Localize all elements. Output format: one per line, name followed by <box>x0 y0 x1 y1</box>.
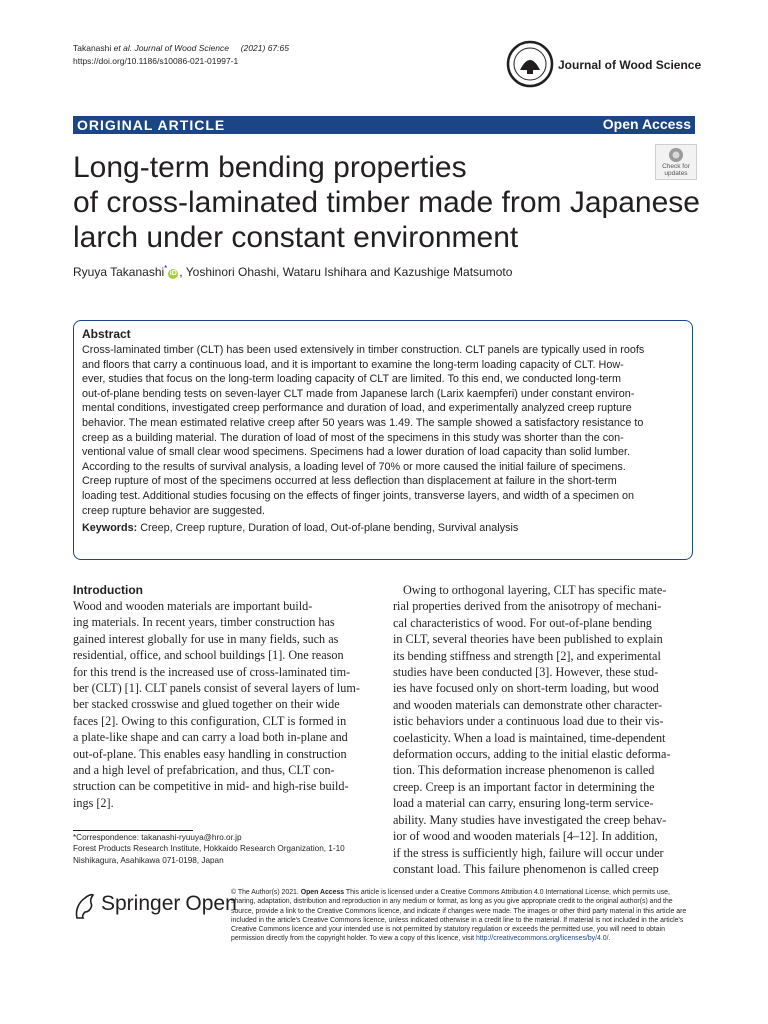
other-authors: , Yoshinori Ohashi, Wataru Ishihara and Kazushige Matsumoto <box>179 265 513 279</box>
body-line: studies have been conducted [3]. However, these stud- <box>393 665 659 680</box>
body-line: its bending stiffness and strength [2], and experimental <box>393 648 661 663</box>
open-access-label: Open Access <box>602 116 691 132</box>
citation-year: (2021) 67:65 <box>240 43 289 53</box>
body-line: ber (CLT) [1]. CLT panels consist of several layers of lum- <box>73 681 360 696</box>
abstract-line: ventional value of small clear wood specimens. Specimens had a lower duration of load capacity than solid lumber. <box>82 446 630 459</box>
springer-horse-icon <box>73 892 97 920</box>
body-line: constant load. This failure phenomenon is called creep <box>393 861 659 876</box>
correspondence-footnote <box>73 832 375 866</box>
license-text <box>231 888 696 944</box>
body-line: creep. Creep is an important factor in determining the <box>393 779 655 794</box>
body-line: residential, office, and school buildings [1]. One reason <box>73 648 344 663</box>
body-line: in CLT, several theories have been published to explain <box>393 632 663 647</box>
abstract-line: behavior. The mean estimated relative creep after 50 years was 1.49. The sample showed a satisfactory resistance to <box>82 416 644 429</box>
body-line: ing materials. In recent years, timber construction has <box>73 615 335 630</box>
title-line-1: Long-term bending properties <box>73 151 467 184</box>
abstract-line: mental conditions, investigated creep performance and duration of load, and experimentally analyzed creep rupture <box>82 402 632 415</box>
springer-open-logo <box>73 890 237 922</box>
abstract-line: creep rupture behavior are suggested. <box>82 504 266 517</box>
intro-right-column <box>393 582 695 877</box>
check-updates-line2: updates <box>664 170 688 177</box>
affiliation-line: Forest Products Research Institute, Hokkaido Research Organization, 1-10 <box>73 844 345 854</box>
license-link[interactable]: http://creativecommons.org/licenses/by/4.0/ <box>475 935 609 943</box>
abstract-box <box>73 320 693 560</box>
doi-link[interactable]: https://doi.org/10.1186/s10086-021-01997-1 <box>73 56 239 66</box>
body-line: istic behaviors under a continuous load due to their vis- <box>393 714 664 729</box>
orcid-icon[interactable]: iD <box>169 270 177 277</box>
keywords-line <box>82 522 684 534</box>
journal-name: Journal of Wood Science <box>558 58 702 72</box>
abstract-text <box>82 343 684 518</box>
license-suffix: . <box>608 935 611 943</box>
journal-seal-icon <box>506 40 554 88</box>
keywords-value: Creep, Creep rupture, Duration of load, Out-of-plane bending, Survival analysis <box>140 522 519 535</box>
intro-left-column <box>73 582 375 811</box>
body-line: if the stress is sufficiently high, failure will occur under <box>393 845 664 860</box>
footnote-rule <box>73 830 193 831</box>
body-line: load a material can carry, ensuring long-term service- <box>393 796 654 811</box>
body-line: for this trend is the increased use of cross-laminated tim- <box>73 664 351 679</box>
author-list <box>73 264 512 279</box>
abstract-line: and floors that carry a continuous load, and it is important to examine the long-term loading capacity of CLT. How- <box>82 358 624 371</box>
license-body: This article is licensed under a Creative Commons Attribution 4.0 International License, which permits use, sharing, adaptation, distribution and reproduction in any medium or format, as long as you give appropriate credit to the original author(s) and the source, provide a link to the Creative Commons licence, and indicate if changes were made. The images or other third party material in this article are included in the article's Creative Commons licence, unless indicated otherwise in a credit line to the material. If material is not included in the article's Creative Commons licence and your intended use is not permitted by statutory regulation or exceeds the permitted use, you will need to obtain permission directly from the copyright holder. To view a copy of this licence, visit <box>231 889 687 943</box>
correspondence-email[interactable]: *Correspondence: takanashi-ryuuya@hro.or.jp <box>73 833 242 842</box>
body-line: coelasticity. When a load is maintained, time-dependent <box>393 730 666 745</box>
springer-brand-text <box>101 892 237 916</box>
body-line: out-of-plane. This enables easy handling in construction <box>73 746 347 761</box>
abstract-line: Cross-laminated timber (CLT) has been used extensively in timber construction. CLT panels are typically used in roofs <box>82 344 645 356</box>
body-line: a plate-like shape and can carry a load both in-plane and <box>73 730 348 745</box>
abstract-line: Creep rupture of most of the specimens occurred at less deflection than displacement at failure in the short-term <box>82 475 617 488</box>
body-line: faces [2]. Owing to this configuration, CLT is formed in <box>73 713 347 728</box>
body-line: Owing to orthogonal layering, CLT has specific mate- <box>403 583 667 597</box>
journal-logo <box>506 40 702 90</box>
body-line: deformation occurs, adding to the initial elastic deforma- <box>393 747 671 762</box>
body-line: ior of wood and wooden materials [4–12]. In addition, <box>393 829 658 844</box>
keywords-label: Keywords: <box>82 522 138 535</box>
body-line: struction can be competitive in mid- and high-rise build- <box>73 779 349 794</box>
abstract-line: creep as a building material. The duration of load of most of the specimens in this study was shorter than the con- <box>82 431 624 444</box>
body-line: ber stacked crosswise and glued together on their wide <box>73 697 340 712</box>
body-line: ability. Many studies have investigated the creep behav- <box>393 812 667 827</box>
article-type-band <box>73 116 695 134</box>
abstract-line: According to the results of survival analysis, a loading level of 70% or more caused the initial failure of specimens. <box>82 460 626 473</box>
abstract-line: ever, studies that focus on the long-term loading capacity of CLT are limited. To this end, we conducted long-term <box>82 373 621 386</box>
check-updates-line1: Check for <box>662 163 690 170</box>
body-line: gained interest globally for use in many fields, such as <box>73 631 339 646</box>
citation-author: Takanashi <box>73 43 112 53</box>
body-line: cal characteristics of wood. For out-of-plane bending <box>393 615 652 630</box>
first-author[interactable]: Ryuya Takanashi <box>73 265 165 279</box>
springer-word: Springer <box>101 892 181 915</box>
affiliation-line: Nishikagura, Asahikawa 071-0198, Japan <box>73 855 224 865</box>
license-open-access: Open Access <box>300 889 345 896</box>
body-line: rial properties derived from the anisotropy of mechani- <box>393 599 662 614</box>
corresponding-mark: * <box>164 264 168 273</box>
license-copyright: © The Author(s) 2021. <box>231 889 299 896</box>
body-line: and a high level of prefabrication, and thus, CLT con- <box>73 763 335 778</box>
body-line: ings [2]. <box>73 795 114 810</box>
article-type-label: ORIGINAL ARTICLE <box>77 117 226 133</box>
title-line-3: larch under constant environment <box>73 221 519 254</box>
abstract-line: loading test. Additional studies focusing on the effects of finger joints, transverse layers, and width of a specimen on <box>82 489 634 502</box>
open-word: Open <box>185 892 237 915</box>
title-line-2: of cross-laminated timber made from Japanese <box>73 186 700 219</box>
abstract-heading: Abstract <box>82 327 131 341</box>
intro-heading: Introduction <box>73 583 143 597</box>
citation-journal: et al. Journal of Wood Science <box>113 43 229 53</box>
citation-header <box>73 42 289 68</box>
body-line: Wood and wooden materials are important build- <box>73 599 313 613</box>
abstract-line: out-of-plane bending tests on seven-layer CLT made from Japanese larch (Larix kaempferi) under constant environ- <box>82 387 635 400</box>
body-line: tion. This deformation increase phenomenon is called <box>393 763 655 778</box>
body-line: ies have focused only on short-term loading, but wood <box>393 681 659 696</box>
body-line: and wooden materials can demonstrate other character- <box>393 697 663 712</box>
article-title <box>73 150 703 255</box>
